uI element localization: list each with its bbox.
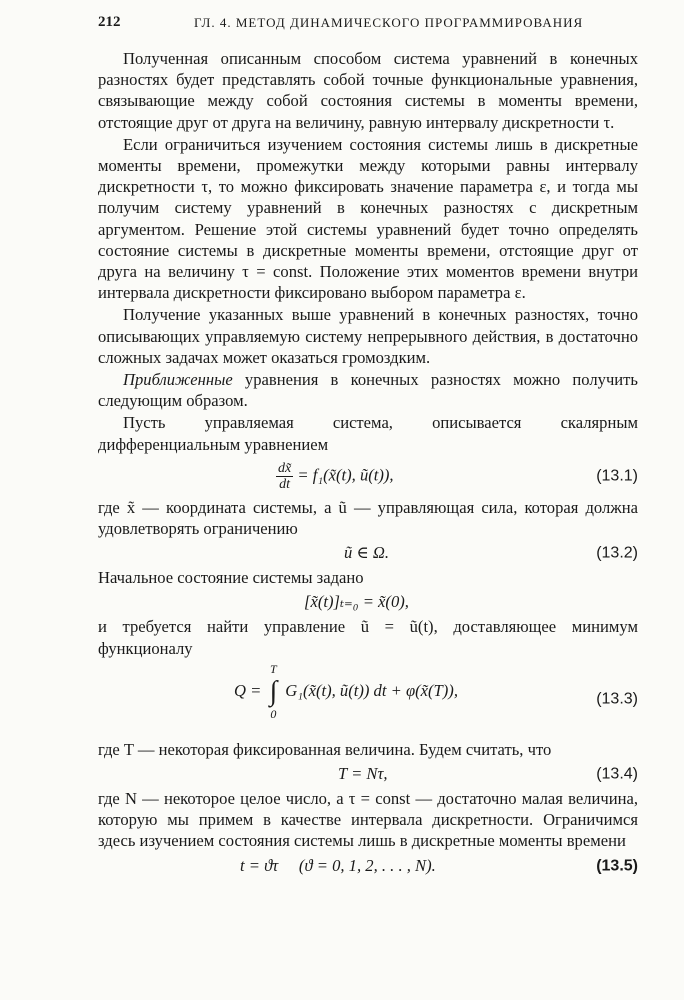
- equation-13-3-body: [234, 663, 458, 721]
- initial-state-body: [x̃(t)]ₜ₌₀ = x̃(0),: [304, 592, 409, 612]
- equation-13-1-body: [276, 461, 394, 492]
- integral-upper-limit: T: [269, 661, 277, 676]
- page-number: 212: [98, 14, 121, 30]
- paragraph-4-rest: уравнения в конечных разностях можно получить следующим образом.: [98, 370, 638, 411]
- integral-lower-limit: 0: [270, 706, 277, 721]
- integrand: G₁(x̃(t), ũ(t)) dt + φ(x̃(T)),: [281, 680, 458, 700]
- equation-13-2-body: ũ ∈ Ω.: [344, 543, 390, 563]
- equation-13-1-rhs: = f₁(x̃(t), ũ(t)),: [293, 465, 394, 485]
- equation-13-4: [98, 760, 638, 788]
- paragraph-9: где T — некоторая фиксированная величина. Будем считать, что: [98, 739, 552, 759]
- paragraph-8: и требуется найти управление ũ = ũ(t), доставляющее минимум функционалу: [98, 617, 638, 658]
- fraction-denominator: dt: [279, 476, 291, 492]
- paragraph-6: где x̃ — координата системы, а ũ — управляющая сила, которая должна удовлетворять ограничению: [98, 497, 638, 539]
- equation-13-3: [98, 659, 638, 739]
- equation-number-13-2: (13.2): [596, 544, 638, 562]
- page-header: [98, 14, 638, 36]
- paragraph-10: где N — некоторое целое число, а τ = const — достаточно малая величина, которую мы примем в качестве интервала дискретности. Ограничимся здесь изучением состояния системы лишь в дискретные моменты времени: [98, 789, 638, 851]
- fraction-numerator: dx̃: [278, 460, 292, 476]
- equation-13-1: [98, 455, 638, 497]
- equation-13-5: [98, 852, 638, 880]
- paragraph-7: Начальное состояние системы задано: [98, 568, 364, 588]
- equation-number-13-5: (13.5): [596, 857, 638, 875]
- equation-initial-state: [98, 588, 638, 616]
- paragraph-2: Если ограничиться изучением состояния системы лишь в дискретные моменты времени, промежутки между которыми равны интервалу дискретности τ, то можно фиксировать значение параметра ε, и тогда мы получим систему уравнений в конечных разностях с дискретным аргументом. Решение этой системы уравнений будет точно определять состояние системы в дискретные моменты времени, отстоящие друг от друга на величину τ = const. Положение этих моментов времени внутри интервала дискретности фиксировано выбором параметра ε.: [98, 134, 638, 303]
- equation-number-13-1: (13.1): [596, 467, 638, 485]
- paragraph-4: [98, 369, 638, 411]
- page-body: [98, 48, 638, 880]
- functional-lhs: Q =: [234, 680, 266, 700]
- paragraph-1: Полученная описанным способом система уравнений в конечных разностях будет представлять собой точные функциональные уравнения, связывающие между собой состояния системы в моменты времени, отстоящие друг от друга на величину, равную интервалу дискретности τ.: [98, 49, 638, 132]
- italic-term: Приближенные: [123, 370, 233, 390]
- derivative-fraction: [276, 461, 293, 492]
- equation-number-13-3: (13.3): [596, 690, 638, 708]
- paragraph-5: Пусть управляемая система, описывается скалярным дифференциальным уравнением: [98, 413, 638, 454]
- equation-13-5-body: t = ϑτ (ϑ = 0, 1, 2, . . . , N).: [240, 855, 436, 875]
- paragraph-3: Получение указанных выше уравнений в конечных разностях, точно описывающих управляемую систему непрерывного действия, в достаточно сложных задачах может оказаться громоздким.: [98, 305, 638, 367]
- equation-13-2: [98, 539, 638, 567]
- equation-number-13-4: (13.4): [596, 765, 638, 783]
- integral-sign: T ∫ 0: [269, 661, 278, 721]
- running-head: ГЛ. 4. МЕТОД ДИНАМИЧЕСКОГО ПРОГРАММИРОВАНИЯ: [194, 15, 584, 30]
- equation-13-4-body: T = Nτ,: [338, 764, 388, 784]
